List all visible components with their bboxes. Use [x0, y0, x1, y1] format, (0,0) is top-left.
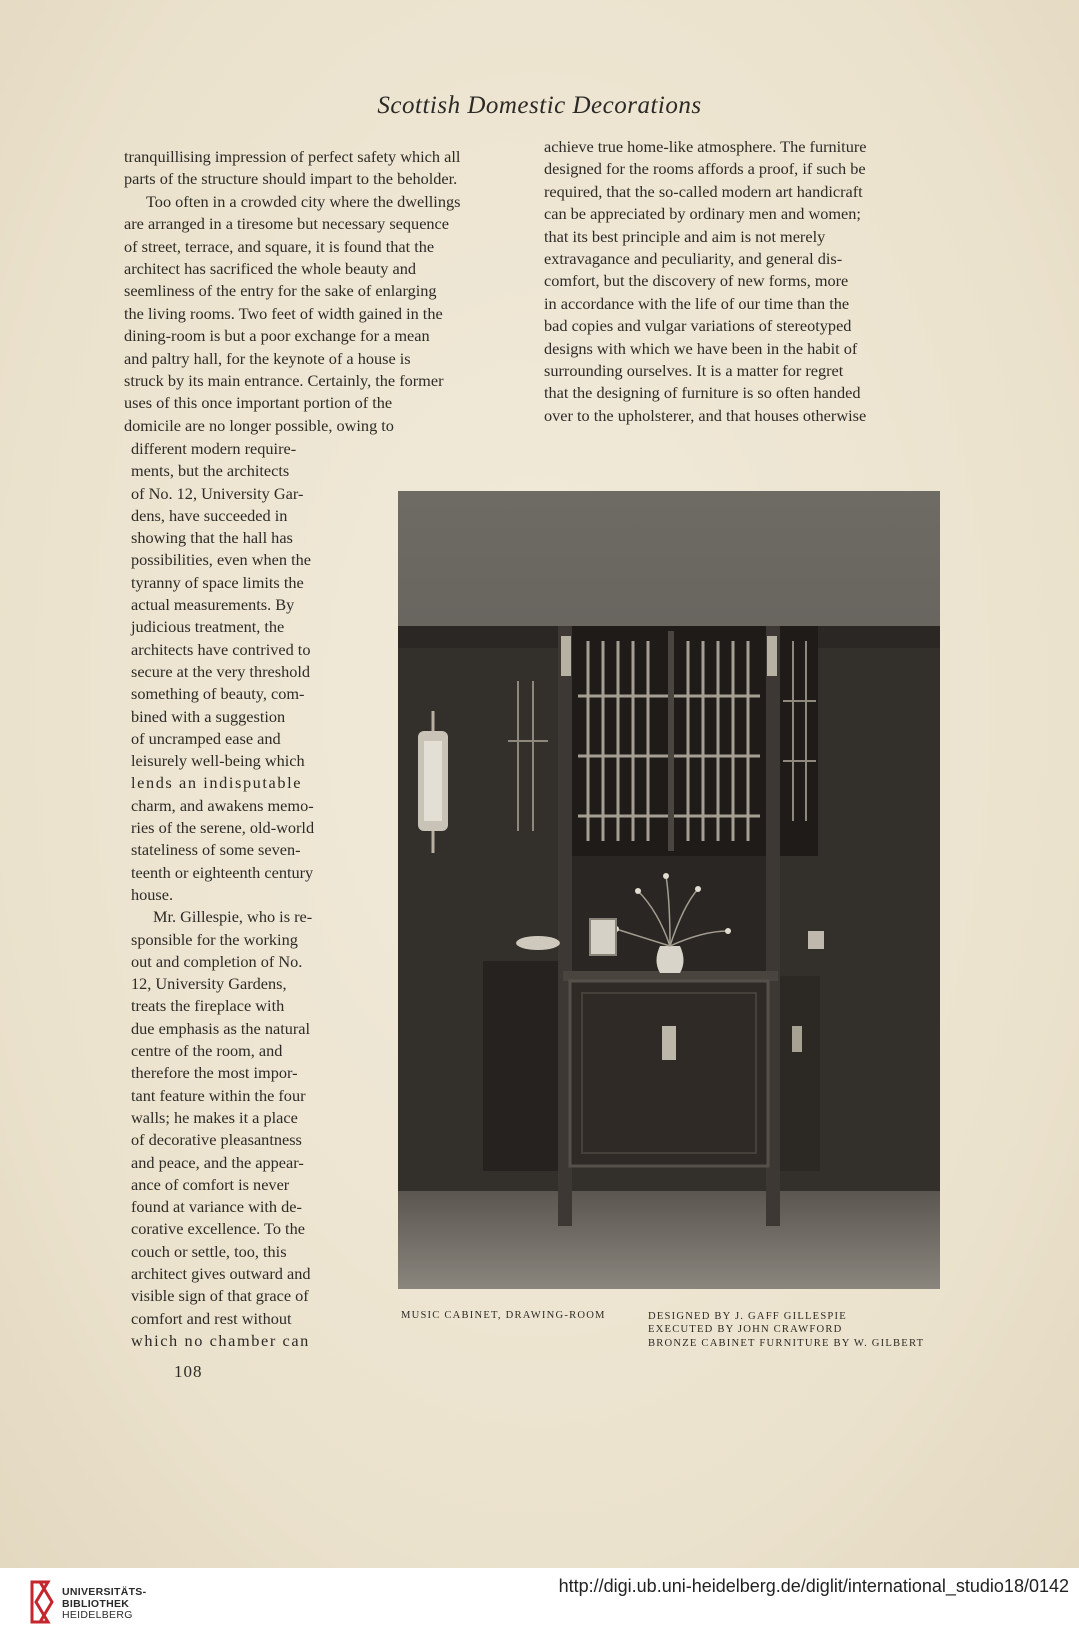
permalink-url[interactable]: http://digi.ub.uni-heidelberg.de/diglit/international_studio18/0142: [558, 1576, 1069, 1596]
text-line: tyranny of space limits the: [131, 572, 304, 592]
text-line: Too often in a crowded city where the dwellings: [146, 191, 461, 211]
text-line: in accordance with the life of our time than the: [544, 293, 850, 313]
page-number: 108: [174, 1362, 203, 1381]
text-line: leisurely well-being which: [131, 751, 305, 771]
text-line: possibilities, even when the: [131, 550, 311, 570]
text-line: bad copies and vulgar variations of stereotyped: [544, 316, 852, 336]
text-line: different modern require-: [131, 439, 297, 458]
text-line: which no chamber can: [131, 1330, 310, 1350]
text-line: treats the fireplace with: [131, 996, 285, 1016]
text-line: can be appreciated by ordinary men and women;: [544, 204, 861, 224]
text-line: uses of this once important portion of the: [124, 393, 393, 413]
text-line: ries of the serene, old-world: [131, 818, 315, 838]
caption-credit-line: DESIGNED BY J. GAFF GILLESPIE: [648, 1311, 847, 1322]
text-line: are arranged in a tiresome but necessary sequence: [124, 214, 450, 234]
text-line: over to the upholsterer, and that houses otherwise: [544, 405, 867, 425]
text-line: secure at the very threshold: [131, 661, 311, 681]
text-line: out and completion of No.: [131, 951, 303, 971]
text-line: something of beauty, com-: [131, 684, 305, 704]
library-name: [62, 1587, 146, 1622]
narrow-column-text: [131, 438, 350, 1352]
text-line: architects have contrived to: [131, 639, 311, 659]
text-line: centre of the room, and: [131, 1041, 283, 1061]
left-column-text: [124, 146, 522, 437]
text-line: and paltry hall, for the keynote of a house is: [124, 348, 411, 368]
text-line: bined with a suggestion: [131, 706, 286, 726]
text-line: visible sign of that grace of: [131, 1286, 309, 1306]
text-line: charm, and awakens memo-: [131, 795, 314, 815]
text-line: extravagance and peculiarity, and general dis-: [544, 249, 843, 269]
text-line: tranquillising impression of perfect safety which all: [124, 147, 461, 166]
text-line: comfort and rest without: [131, 1308, 292, 1328]
library-logo-icon: [26, 1578, 56, 1624]
text-line: domicile are no longer possible, owing to: [124, 415, 394, 435]
text-line: Mr. Gillespie, who is re-: [153, 907, 313, 927]
caption-credit-line: EXECUTED BY JOHN CRAWFORD: [648, 1324, 843, 1336]
text-line: dens, have succeeded in: [131, 505, 288, 525]
text-line: seemliness of the entry for the sake of enlarging: [124, 281, 437, 301]
text-line: of No. 12, University Gar-: [131, 483, 304, 503]
text-line: that its best principle and aim is not merely: [544, 226, 826, 246]
text-line: achieve true home-like atmosphere. The furniture: [544, 137, 867, 156]
text-line: required, that the so-called modern art handicraft: [544, 181, 863, 201]
text-line: of uncramped ease and: [131, 728, 281, 748]
figure-caption-credits: [648, 1310, 924, 1350]
library-name-line: UNIVERSITÄTS-: [62, 1586, 147, 1598]
text-line: 12, University Gardens,: [131, 974, 287, 994]
text-line: struck by its main entrance. Certainly, the former: [124, 371, 444, 391]
text-line: due emphasis as the natural: [131, 1018, 311, 1038]
text-line: found at variance with de-: [131, 1197, 302, 1217]
text-line: surrounding ourselves. It is a matter for regret: [544, 361, 844, 381]
caption-credit-line: BRONZE CABINET FURNITURE BY W. GILBERT: [648, 1337, 925, 1349]
text-line: comfort, but the discovery of new forms, more: [544, 271, 849, 291]
floor: [398, 1191, 940, 1289]
text-line: dining-room is but a poor exchange for a mean: [124, 326, 430, 346]
cabinet-photo-illustration: [398, 491, 940, 1289]
text-line: and peace, and the appear-: [131, 1152, 304, 1172]
library-name-line: HEIDELBERG: [62, 1609, 133, 1621]
text-line: actual measurements. By: [131, 595, 295, 615]
text-line: walls; he makes it a place: [131, 1107, 298, 1127]
text-line: showing that the hall has: [131, 528, 293, 548]
text-line: therefore the most impor-: [131, 1063, 298, 1083]
text-line: designed for the rooms affords a proof, if such be: [544, 159, 866, 179]
text-line: teenth or eighteenth century: [131, 862, 314, 882]
text-line: architect gives outward and: [131, 1263, 311, 1283]
text-line: of decorative pleasantness: [131, 1130, 302, 1150]
text-line: of street, terrace, and square, it is found that the: [124, 236, 435, 256]
text-line: corative excellence. To the: [131, 1219, 305, 1239]
text-line: judicious treatment, the: [131, 617, 285, 637]
text-line: ments, but the architects: [131, 461, 290, 481]
library-name-line: BIBLIOTHEK: [62, 1597, 130, 1610]
text-line: designs with which we have been in the habit of: [544, 338, 858, 358]
text-line: tant feature within the four: [131, 1085, 306, 1105]
running-head: Scottish Domestic Decorations: [377, 92, 702, 119]
text-line: lends an indisputable: [131, 773, 303, 793]
text-line: the living rooms. Two feet of width gained in the: [124, 303, 443, 323]
text-line: ance of comfort is never: [131, 1174, 290, 1194]
text-line: sponsible for the working: [131, 929, 298, 949]
figure-caption-title: MUSIC CABINET, DRAWING-ROOM: [401, 1310, 606, 1321]
text-line: couch or settle, too, this: [131, 1241, 287, 1261]
text-line: stateliness of some seven-: [131, 840, 301, 860]
text-line: house.: [131, 884, 174, 904]
text-line: that the designing of furniture is so often handed: [544, 383, 861, 403]
text-line: architect has sacrificed the whole beauty and: [124, 259, 417, 279]
right-column-text: [544, 136, 942, 427]
cabinet-photograph: [398, 491, 940, 1289]
text-line: parts of the structure should impart to the beholder.: [124, 169, 458, 189]
